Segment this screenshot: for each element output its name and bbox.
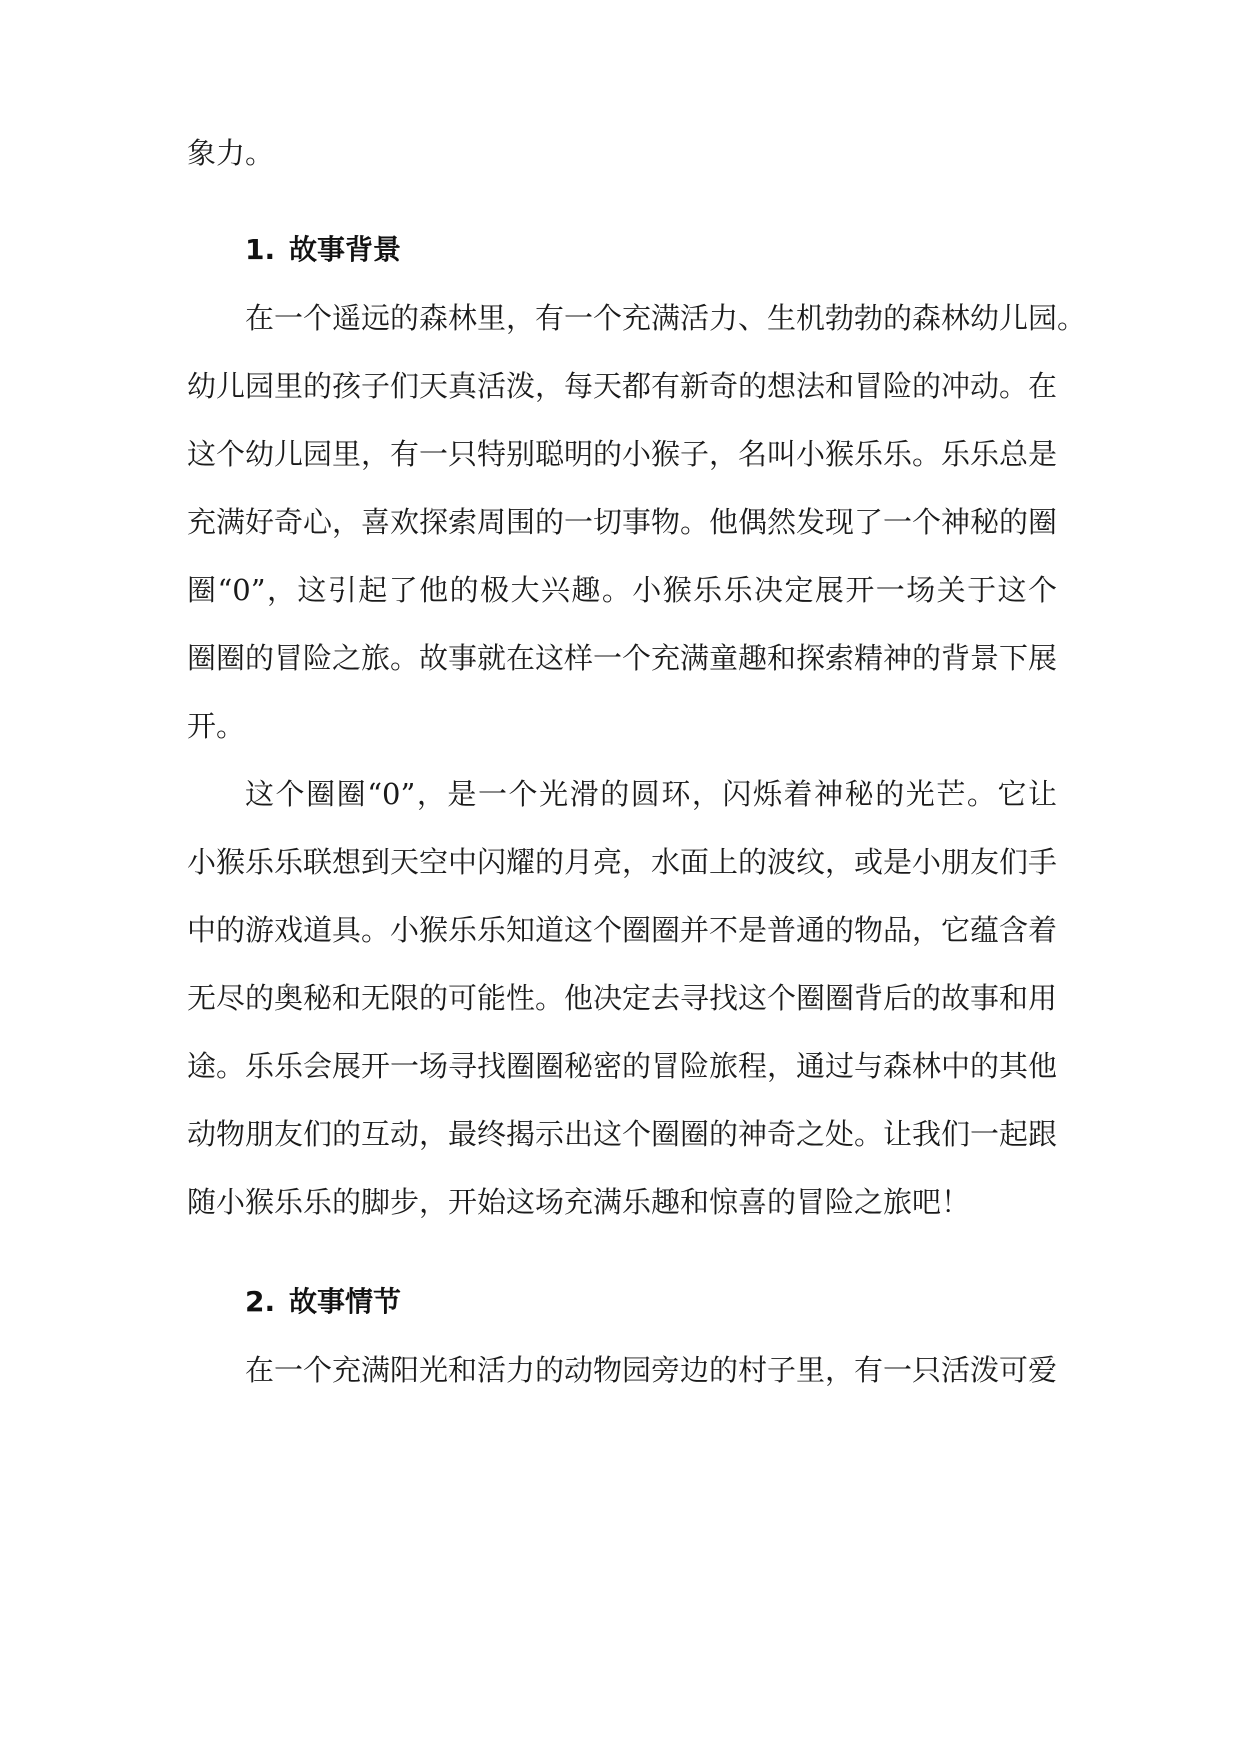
paragraph-line: 幼儿园里的孩子们天真活泼，每天都有新奇的想法和冒险的冲动。在 [187,369,1058,403]
paragraph-line: 充满好奇心，喜欢探索周围的一切事物。他偶然发现了一个神秘的圈 [187,505,1058,539]
paragraph-line: 这个幼儿园里，有一只特别聪明的小猴子，名叫小猴乐乐。乐乐总是 [187,437,1058,471]
paragraph-line: 圈“0”，这引起了他的极大兴趣。小猴乐乐决定展开一场关于这个 [187,573,1057,607]
paragraph-line: 圈圈的冒险之旅。故事就在这样一个充满童趣和探索精神的背景下展 [187,641,1058,675]
paragraph-line: 这个圈圈“0”，是一个光滑的圆环，闪烁着神秘的光芒。它让 [245,777,1057,811]
section-title: 故事背景 [289,233,402,266]
section-heading-plot [245,1282,401,1322]
paragraph-line: 动物朋友们的互动，最终揭示出这个圈圈的神奇之处。让我们一起跟 [187,1117,1058,1151]
section-title: 故事情节 [289,1285,402,1318]
paragraph-line: 随小猴乐乐的脚步，开始这场充满乐趣和惊喜的冒险之旅吧！ [187,1185,971,1219]
paragraph-line: 中的游戏道具。小猴乐乐知道这个圈圈并不是普通的物品，它蕴含着 [187,913,1058,947]
paragraph-line: 途。乐乐会展开一场寻找圈圈秘密的冒险旅程，通过与森林中的其他 [187,1049,1058,1083]
section-heading-background [245,230,401,270]
paragraph-line: 开。 [187,709,246,743]
paragraph-line: 在一个充满阳光和活力的动物园旁边的村子里，有一只活泼可爱 [245,1353,1058,1387]
paragraph-line: 无尽的奥秘和无限的可能性。他决定去寻找这个圈圈背后的故事和用 [187,981,1058,1015]
section-number: 2. [245,1285,276,1318]
intro-tail-text: 象力。 [187,136,275,170]
paragraph-line: 小猴乐乐联想到天空中闪耀的月亮，水面上的波纹，或是小朋友们手 [187,845,1058,879]
paragraph-line: 在一个遥远的森林里，有一个充满活力、生机勃勃的森林幼儿园。 [245,301,1087,335]
section-number: 1. [245,233,276,266]
